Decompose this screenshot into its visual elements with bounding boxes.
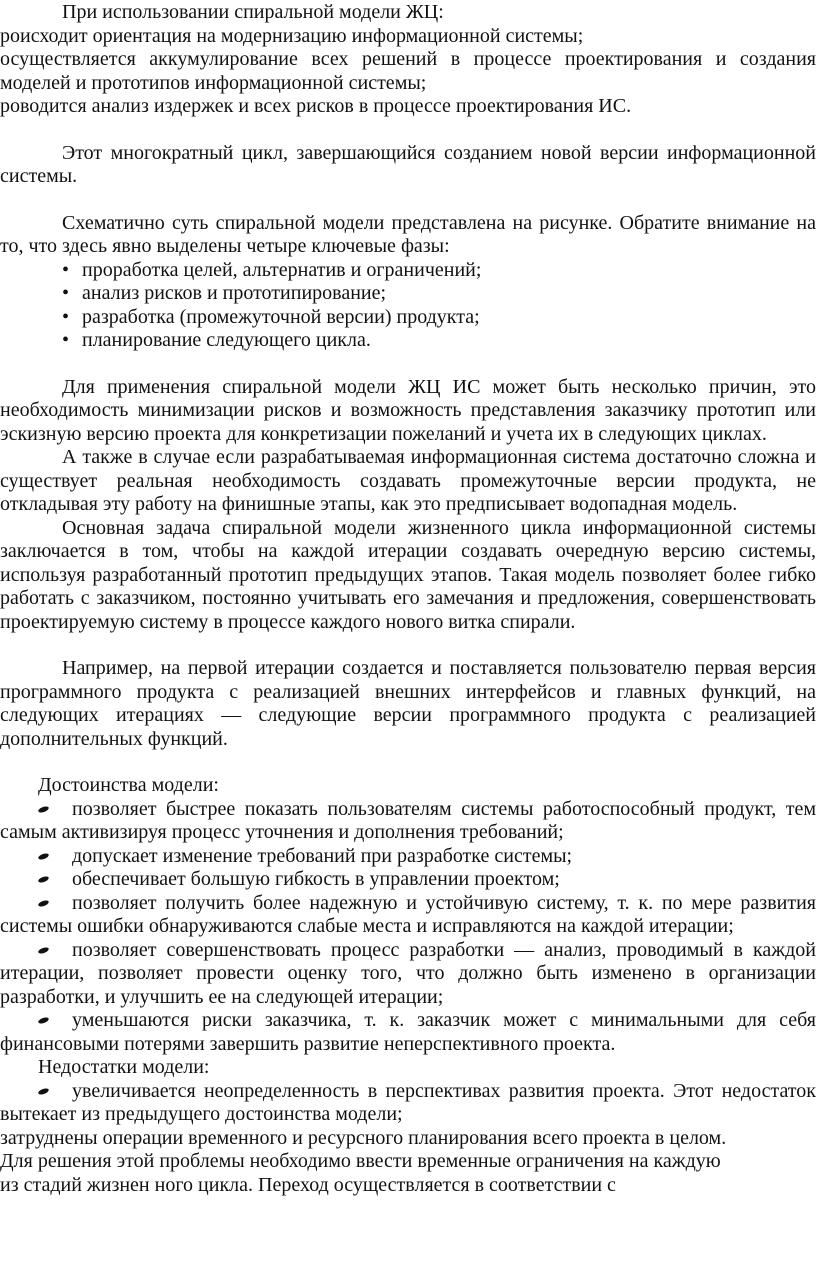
intro-line-3: роводится анализ издержек и всех рисков в процессе проектирования ИС.: [0, 95, 632, 117]
phases-list: [0, 259, 816, 353]
main-task-paragraph: Основная задача спиральной модели жизненного цикла информационной системы заключается в том, чтобы на каждой итерации создавать очередную версию системы, используя разработанный прототип предыдущих этапов. Такая модель позволяет более гибко работать с заказчиком, постоянно учитывать его замечания и предложения, совершенствовать проектируемую систему в процессе каждого нового витка спирали.: [0, 516, 816, 633]
closing-line-1: затруднены операции временного и ресурсного планирования всего проекта в целом.: [0, 1126, 727, 1149]
phase-item: • планирование следующего цикла.: [62, 329, 371, 351]
bullet-icon: [37, 1087, 49, 1095]
cycle-paragraph: Этот многократный цикл, завершающийся созданием новой версии информационной системы.: [0, 141, 816, 187]
reasons-paragraph: Для применения спиральной модели ЖЦ ИС может быть несколько причин, это необходимость минимизации рисков и возможность представления заказчику прототип или эскизную версию проекта для конкретизации пожеланий и учета их в следующих циклах.: [0, 375, 816, 445]
phase-item: • анализ рисков и прототипирование;: [62, 282, 387, 304]
bullet-icon: •: [62, 282, 70, 304]
bullet-icon: [37, 805, 49, 813]
advantage-item: позволяет получить более надежную и устойчивую систему, т. к. по мере развития системы ошибки обнаруживаются слабые места и исправляются на каждой итерации;: [0, 891, 816, 937]
advantage-item: допускает изменение требований при разработке системы;: [0, 845, 816, 869]
advantages-title: Достоинства модели:: [38, 774, 219, 796]
bullet-icon: [37, 1016, 49, 1024]
advantage-item: позволяет совершенствовать процесс разработки — анализ, проводимый в каждой итерации, позволяет провести оценку того, что должно быть изменено в организации разработки, и улучшить ее на следующей итерации;: [0, 938, 816, 1008]
advantage-item: обеспечивает большую гибкость в управлении проектом;: [0, 868, 816, 892]
bullet-icon: •: [62, 258, 70, 281]
bullet-icon: [37, 899, 49, 907]
disadvantages-title: Недостатки модели:: [38, 1056, 210, 1078]
advantage-item: уменьшаются риски заказчика, т. к. заказчик может с минимальными для себя финансовыми потерями завершить развитие неперспективного проекта.: [0, 1009, 816, 1055]
phase-item: • проработка целей, альтернатив и ограничений;: [62, 258, 482, 281]
section-heading: При использовании спиральной модели ЖЦ:: [62, 1, 444, 23]
bullet-icon: •: [62, 329, 70, 351]
intro-line-2: осуществляется аккумулирование всех решений в процессе проектирования и создания моделей и прототипов информационной системы;: [0, 48, 816, 94]
closing-line-2: Для решения этой проблемы необходимо ввести временные ограничения на каждую: [0, 1150, 721, 1172]
advantage-item: позволяет быстрее показать пользователям системы работоспособный продукт, тем самым активизируя процесс уточнения и дополнения требований;: [0, 797, 816, 843]
disadvantage-item: увеличивается неопределенность в перспективах развития проекта. Этот недостаток вытекает из предыдущего достоинства модели;: [0, 1079, 816, 1125]
closing-line-3: из стадий жизнен ного цикла. Переход осуществляется в соответствии с: [0, 1173, 616, 1196]
example-paragraph: Например, на первой итерации создается и поставляется пользователю первая версия программного продукта с реализацией внешних интерфейсов и главных функций, на следующих итерациях — следующие версии программного продукта с реализацией дополнительных функций.: [0, 657, 816, 750]
complex-paragraph: А также в случае если разрабатываемая информационная система достаточно сложна и существует реальная необходимость создавать промежуточные версии продукта, не откладывая эту работу на финишные этапы, как это предписывает водопадная модель.: [0, 446, 816, 515]
bullet-icon: •: [62, 305, 70, 328]
intro-line-1: роисходит ориентация на модернизацию информационной системы;: [0, 24, 584, 47]
schema-paragraph: Схематично суть спиральной модели представлена на рисунке. Обратите внимание на то, что здесь явно выделены четыре ключевые фазы:: [0, 211, 816, 257]
bullet-icon: [37, 852, 49, 860]
bullet-icon: [37, 946, 49, 954]
phase-item: • разработка (промежуточной версии) продукта;: [62, 305, 480, 328]
bullet-icon: [37, 875, 49, 883]
